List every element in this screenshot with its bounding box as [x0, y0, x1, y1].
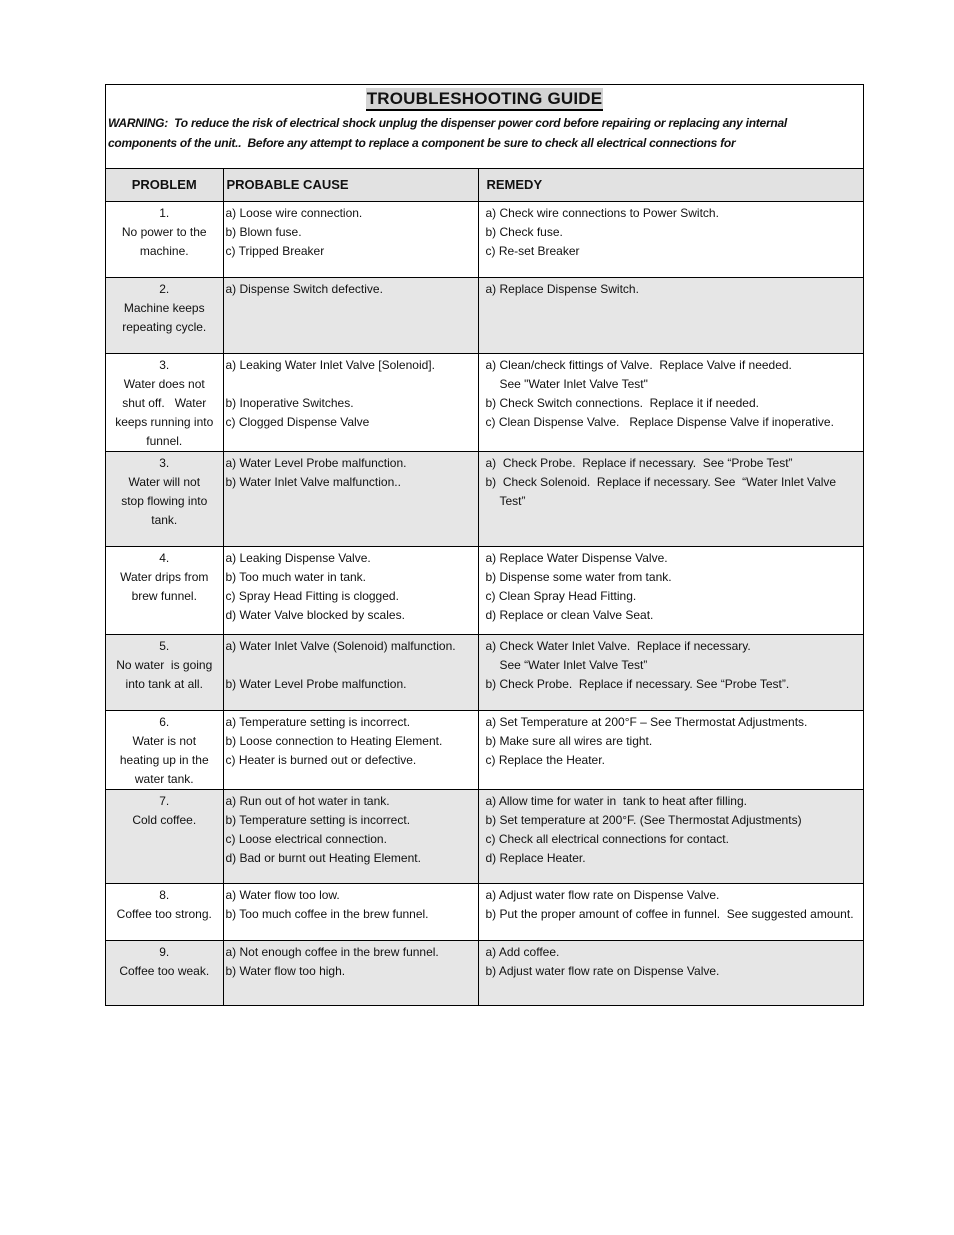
problem-line: Machine keeps — [123, 300, 205, 315]
problem-cell — [106, 710, 223, 789]
problem-line: machine. — [139, 243, 189, 258]
remedy-line: b) Put the proper amount of coffee in funnel. See suggested amount. — [485, 906, 854, 921]
cause-line: c) Loose electrical connection. — [225, 831, 387, 846]
cause-cell — [223, 353, 478, 451]
remedy-line: a) Check wire connections to Power Switch. — [485, 205, 719, 220]
remedy-line: See “Water Inlet Valve Test” — [499, 657, 648, 672]
remedy-line: c) Clean Spray Head Fitting. — [485, 588, 637, 603]
problem-line: 4. — [159, 550, 170, 565]
problem-line: Water drips from — [120, 569, 209, 584]
problem-line: No power to the — [121, 224, 207, 239]
cause-line: b) Water Inlet Valve malfunction.. — [225, 474, 401, 489]
remedy-line: b) Check fuse. — [485, 224, 563, 239]
cause-line: b) Inoperative Switches. — [225, 395, 354, 410]
cause-line: a) Leaking Water Inlet Valve [Solenoid]. — [225, 357, 435, 372]
column-header-cause: PROBABLE CAUSE — [223, 169, 478, 201]
remedy-line: b) Check Switch connections. Replace it if needed. — [485, 395, 759, 410]
problem-cell — [106, 451, 223, 546]
cause-line — [226, 375, 476, 394]
remedy-line: c) Check all electrical connections for contact. — [485, 831, 729, 846]
problem-line: 9. — [159, 944, 170, 959]
remedy-line: c) Clean Dispense Valve. Replace Dispense Valve if inoperative. — [485, 414, 834, 429]
problem-line: No water is going — [116, 657, 213, 672]
remedy-cell — [478, 789, 863, 883]
problem-line: 3. — [159, 455, 170, 470]
remedy-line: c) Replace the Heater. — [485, 752, 605, 767]
cause-cell — [223, 277, 478, 353]
table-row — [106, 883, 863, 940]
problem-cell — [106, 940, 223, 1005]
problem-line: Coffee too weak. — [119, 963, 210, 978]
problem-line: Water does not — [123, 376, 205, 391]
remedy-line: c) Re-set Breaker — [485, 243, 580, 258]
cause-line: a) Dispense Switch defective. — [225, 281, 383, 296]
cause-cell — [223, 940, 478, 1005]
guide-header — [106, 85, 863, 169]
cause-line: b) Too much coffee in the brew funnel. — [225, 906, 429, 921]
cause-cell — [223, 201, 478, 277]
problem-cell — [106, 883, 223, 940]
cause-line: a) Temperature setting is incorrect. — [225, 714, 411, 729]
troubleshooting-guide — [105, 84, 864, 1006]
warning-line: WARNING: To reduce the risk of electrical shock unplug the dispenser power cord before repairing or replacing any internal — [108, 116, 787, 130]
cause-cell — [223, 789, 478, 883]
problem-line: stop flowing into — [121, 493, 208, 508]
table-row — [106, 546, 863, 634]
remedy-cell — [478, 940, 863, 1005]
remedy-line: a) Adjust water flow rate on Dispense Valve. — [485, 887, 720, 902]
table-row — [106, 789, 863, 883]
remedy-line: a) Clean/check fittings of Valve. Replace Valve if needed. — [485, 357, 792, 372]
problem-cell — [106, 201, 223, 277]
cause-line: a) Loose wire connection. — [225, 205, 363, 220]
table-header-row — [106, 169, 863, 201]
table-row — [106, 634, 863, 710]
table-row — [106, 201, 863, 277]
cause-line: b) Temperature setting is incorrect. — [225, 812, 411, 827]
remedy-line: Test” — [499, 493, 526, 508]
problem-line: 8. — [159, 887, 170, 902]
problem-line: water tank. — [134, 771, 194, 786]
cause-line: a) Not enough coffee in the brew funnel. — [225, 944, 439, 959]
warning-line: components of the unit.. Before any attempt to replace a component be sure to check all electrical connections for — [108, 136, 736, 150]
problem-line: Water is not — [132, 733, 197, 748]
remedy-line: a) Add coffee. — [485, 944, 560, 959]
remedy-line: d) Replace or clean Valve Seat. — [485, 607, 654, 622]
table-row — [106, 353, 863, 451]
cause-cell — [223, 546, 478, 634]
problem-line: heating up in the — [119, 752, 209, 767]
problem-line: brew funnel. — [131, 588, 197, 603]
column-header-problem: PROBLEM — [106, 169, 223, 201]
cause-cell — [223, 634, 478, 710]
cause-cell — [223, 710, 478, 789]
remedy-line: a) Allow time for water in tank to heat after filling. — [485, 793, 747, 808]
cause-line: b) Too much water in tank. — [225, 569, 367, 584]
problem-line: keeps running into — [115, 414, 214, 429]
cause-line — [226, 656, 476, 675]
remedy-line: b) Set temperature at 200°F. (See Thermostat Adjustments) — [485, 812, 802, 827]
cause-line: b) Loose connection to Heating Element. — [225, 733, 443, 748]
problem-line: 6. — [159, 714, 170, 729]
remedy-cell — [478, 883, 863, 940]
cause-line: b) Water Level Probe malfunction. — [225, 676, 407, 691]
cause-line: b) Water flow too high. — [225, 963, 346, 978]
warning-text — [108, 113, 861, 153]
problem-cell — [106, 353, 223, 451]
remedy-line: a) Replace Dispense Switch. — [485, 281, 639, 296]
problem-line: tank. — [151, 512, 178, 527]
remedy-line: a) Check Probe. Replace if necessary. See “Probe Test” — [485, 455, 793, 470]
problem-line: funnel. — [146, 433, 183, 448]
problem-cell — [106, 634, 223, 710]
column-header-remedy: REMEDY — [478, 169, 863, 201]
problem-line: Cold coffee. — [132, 812, 197, 827]
troubleshooting-table — [106, 169, 863, 1005]
problem-cell — [106, 789, 223, 883]
problem-line: repeating cycle. — [122, 319, 207, 334]
cause-line: c) Tripped Breaker — [225, 243, 325, 258]
problem-line: Coffee too strong. — [116, 906, 212, 921]
cause-line: d) Water Valve blocked by scales. — [225, 607, 405, 622]
problem-line: 2. — [159, 281, 170, 296]
problem-line: 3. — [159, 357, 170, 372]
problem-line: 5. — [159, 638, 170, 653]
cause-line: a) Water Inlet Valve (Solenoid) malfunction. — [225, 638, 456, 653]
cause-line: c) Clogged Dispense Valve — [225, 414, 370, 429]
cause-cell — [223, 451, 478, 546]
remedy-line: a) Set Temperature at 200°F – See Thermostat Adjustments. — [485, 714, 808, 729]
table-row — [106, 940, 863, 1005]
remedy-cell — [478, 201, 863, 277]
cause-line: a) Leaking Dispense Valve. — [225, 550, 371, 565]
cause-line: a) Water flow too low. — [225, 887, 340, 902]
remedy-cell — [478, 277, 863, 353]
cause-line: a) Water Level Probe malfunction. — [225, 455, 407, 470]
remedy-line: See "Water Inlet Valve Test" — [499, 376, 648, 391]
table-body — [106, 201, 863, 1005]
problem-cell — [106, 277, 223, 353]
page-title: TROUBLESHOOTING GUIDE — [366, 88, 604, 111]
remedy-line: b) Make sure all wires are tight. — [485, 733, 653, 748]
problem-line: 1. — [159, 205, 170, 220]
problem-line: into tank at all. — [125, 676, 203, 691]
problem-line: Water will not — [128, 474, 201, 489]
problem-cell — [106, 546, 223, 634]
remedy-cell — [478, 710, 863, 789]
table-row — [106, 451, 863, 546]
cause-line: d) Bad or burnt out Heating Element. — [225, 850, 421, 865]
cause-line: c) Spray Head Fitting is clogged. — [225, 588, 399, 603]
problem-line: 7. — [159, 793, 170, 808]
table-row — [106, 277, 863, 353]
problem-line: shut off. Water — [122, 395, 207, 410]
table-row — [106, 710, 863, 789]
cause-line: a) Run out of hot water in tank. — [225, 793, 390, 808]
cause-cell — [223, 883, 478, 940]
cause-line: c) Heater is burned out or defective. — [225, 752, 417, 767]
cause-line: b) Blown fuse. — [225, 224, 302, 239]
remedy-line: a) Replace Water Dispense Valve. — [485, 550, 668, 565]
remedy-cell — [478, 353, 863, 451]
remedy-line: b) Dispense some water from tank. — [485, 569, 672, 584]
remedy-line: b) Check Solenoid. Replace if necessary. See “Water Inlet Valve — [485, 474, 837, 489]
remedy-line: d) Replace Heater. — [485, 850, 586, 865]
remedy-line: b) Check Probe. Replace if necessary. See “Probe Test”. — [485, 676, 790, 691]
remedy-line: b) Adjust water flow rate on Dispense Valve. — [485, 963, 720, 978]
remedy-cell — [478, 546, 863, 634]
remedy-cell — [478, 634, 863, 710]
remedy-line: a) Check Water Inlet Valve. Replace if necessary. — [485, 638, 751, 653]
remedy-cell — [478, 451, 863, 546]
